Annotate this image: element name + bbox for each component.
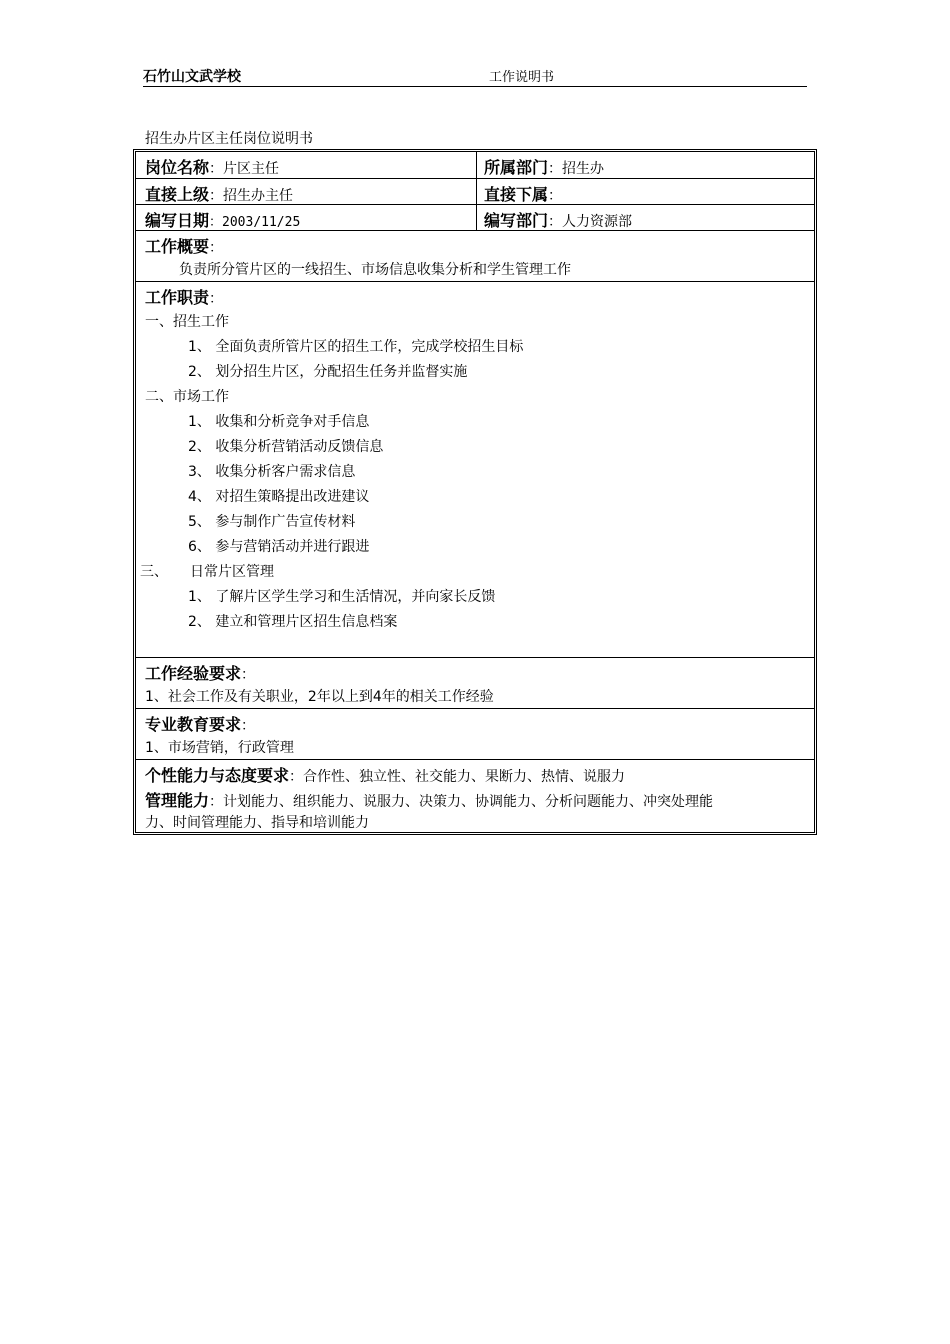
- author-department-value: ：人力资源部: [548, 214, 633, 230]
- duty-item: 2、 建立和管理片区招生信息档案: [188, 614, 398, 630]
- duty-item: 1、 全面负责所管片区的招生工作，完成学校招生目标: [188, 339, 524, 355]
- date-value: ：2003/11/25: [209, 215, 301, 230]
- education-text: 1、市场营销，行政管理: [145, 740, 294, 756]
- duty-item: 6、 参与营销活动并进行跟进: [188, 539, 370, 555]
- subordinate-value: ：: [548, 188, 563, 204]
- document-type: 工作说明书: [489, 70, 555, 85]
- experience-text: 1、社会工作及有关职业，2年以上到4年的相关工作经验: [145, 689, 494, 705]
- column-divider: [476, 179, 477, 204]
- document-title: 招生办片区主任岗位说明书: [145, 131, 313, 147]
- row-superior: [136, 179, 814, 205]
- school-name: 石竹山文武学校: [143, 69, 241, 85]
- duty-section-title: 二、市场工作: [145, 389, 229, 405]
- column-divider: [476, 152, 477, 178]
- superior-label: 直接上级: [145, 185, 210, 204]
- experience-label: 工作经验要求: [145, 664, 242, 683]
- duty-section-title: 三、 日常片区管理: [140, 564, 274, 580]
- duty-item: 2、 收集分析营销活动反馈信息: [188, 439, 384, 455]
- position-label: 岗位名称: [145, 158, 210, 177]
- duties-label: 工作职责: [145, 288, 210, 307]
- position-value: ：片区主任: [209, 161, 280, 177]
- job-description-table: [133, 149, 817, 835]
- date-label: 编写日期: [145, 211, 210, 230]
- management-text: ：计划能力、组织能力、说服力、决策力、协调能力、分析问题能力、冲突处理能: [209, 794, 714, 810]
- management-text-continued: 力、时间管理能力、指导和培训能力: [145, 815, 369, 831]
- duty-item: 4、 对招生策略提出改进建议: [188, 489, 370, 505]
- summary-label: 工作概要: [145, 237, 210, 256]
- page-header: [143, 64, 807, 87]
- department-label: 所属部门: [484, 158, 549, 177]
- row-duties: 工作职责： 一、招生工作 1、 全面负责所管片区的招生工作，完成学校招生目标 2、 划分招生片区，分配招生任务并监督实施 二、市场工作 1、 收集和分析竞争对手信息 2、 收集分析营销活动反馈信息 3、 收集分析客户需求信息 4、 对招生策略提出改进建议 5、 参与制作广告宣传材料 6、 参与营销活动并进行跟进 三、 日常片区管理 1、 了解片区学生学习和生活情况，并向家长反馈 2、 建立和管理片区招生信息档案: [136, 282, 814, 658]
- personality-text: ：合作性、独立性、社交能力、果断力、热情、说服力: [289, 769, 626, 785]
- duty-item: 2、 划分招生片区，分配招生任务并监督实施: [188, 364, 468, 380]
- column-divider: [476, 205, 477, 230]
- row-date: [136, 205, 814, 231]
- superior-value: ：招生办主任: [209, 188, 294, 204]
- duty-item: 1、 了解片区学生学习和生活情况，并向家长反馈: [188, 589, 496, 605]
- duty-item: 1、 收集和分析竞争对手信息: [188, 414, 370, 430]
- summary-text: 负责所分管片区的一线招生、市场信息收集分析和学生管理工作: [179, 262, 571, 278]
- row-summary: 工作概要： 负责所分管片区的一线招生、市场信息收集分析和学生管理工作: [136, 231, 814, 282]
- author-department-label: 编写部门: [484, 211, 549, 230]
- education-label: 专业教育要求: [145, 715, 242, 734]
- personality-label: 个性能力与态度要求: [145, 766, 290, 785]
- duty-section-title: 一、招生工作: [145, 314, 229, 330]
- duty-item: 5、 参与制作广告宣传材料: [188, 514, 356, 530]
- department-value: ：招生办: [548, 161, 605, 177]
- management-label: 管理能力: [145, 791, 210, 810]
- row-experience: 工作经验要求： 1、社会工作及有关职业，2年以上到4年的相关工作经验: [136, 658, 814, 709]
- subordinate-label: 直接下属: [484, 185, 549, 204]
- row-education: 专业教育要求： 1、市场营销，行政管理: [136, 709, 814, 760]
- duty-item: 3、 收集分析客户需求信息: [188, 464, 356, 480]
- row-position: [136, 152, 814, 179]
- row-abilities: [136, 760, 814, 832]
